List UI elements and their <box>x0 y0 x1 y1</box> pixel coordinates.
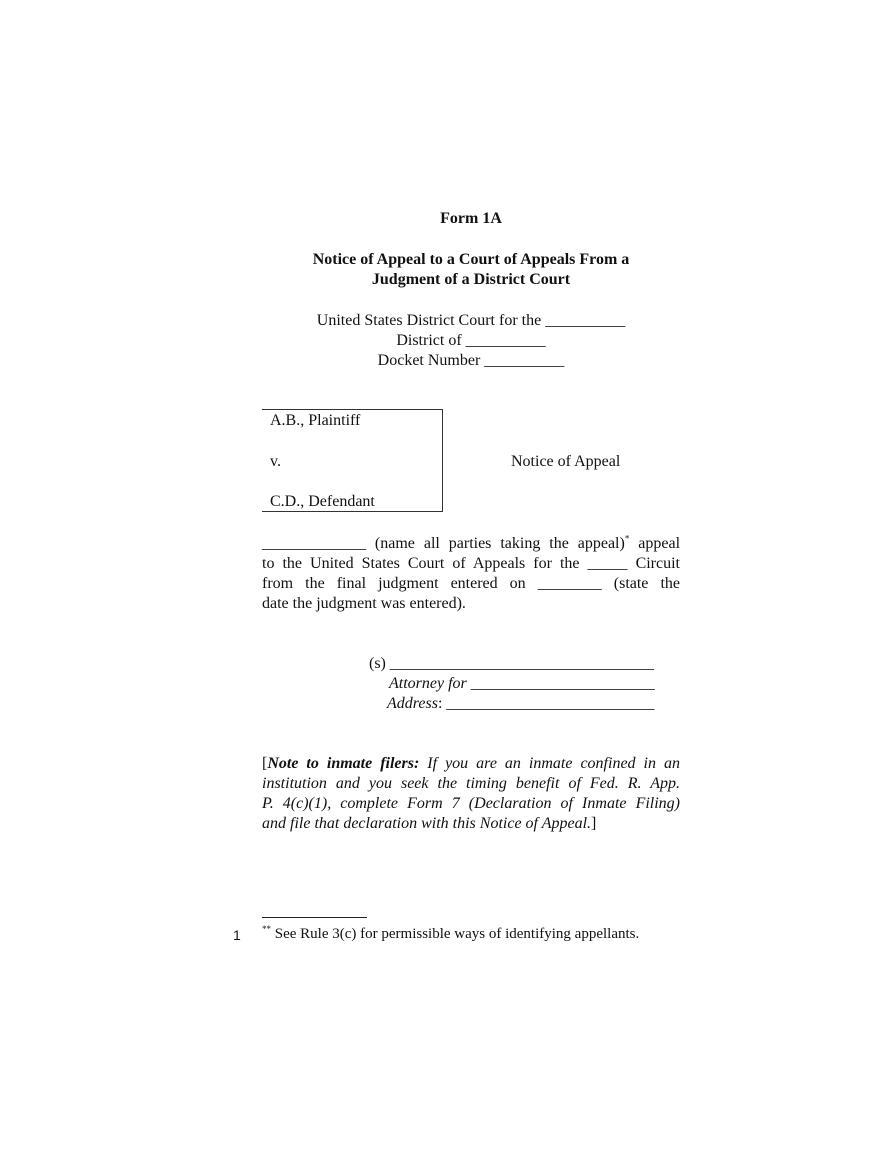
footnote-text <box>262 924 639 944</box>
footnote-reference: * <box>624 533 630 544</box>
document-title: Notice of Appeal <box>511 453 621 470</box>
paragraph-line-2: to the United States Court of Appeals for the _____ Circuit <box>262 555 680 572</box>
note-close-bracket: ] <box>591 815 597 832</box>
versus-label: v. <box>270 453 281 470</box>
inmate-note <box>262 754 680 834</box>
paragraph-line-1 <box>262 534 680 554</box>
note-open-bracket: [ <box>262 755 268 772</box>
footnote-body: See Rule 3(c) for permissible ways of identifying appellants. <box>271 926 640 942</box>
note-line-3: P. 4(c)(1), complete Form 7 (Declaration of Inmate Filing) <box>262 795 680 812</box>
attorney-for-blank: _______________________ <box>470 675 655 692</box>
defendant-name: C.D., Defendant <box>270 493 375 510</box>
address-label: Address <box>387 695 438 712</box>
court-district-line: District of __________ <box>396 332 546 349</box>
address-blank: : __________________________ <box>437 695 655 712</box>
note-line-4-text: and file that declaration with this Notice of Appeal. <box>262 815 592 832</box>
docket-number-line: Docket Number __________ <box>377 352 565 369</box>
paragraph-line-3: from the final judgment entered on ________ (state the <box>262 575 680 592</box>
footnote-separator <box>262 917 367 918</box>
note-line-4 <box>262 814 680 834</box>
court-name-line: United States District Court for the __________ <box>316 312 626 329</box>
attorney-for-label: Attorney for <box>389 675 467 692</box>
attorney-for-line <box>389 674 655 694</box>
parties-blank-text: _____________ (name all parties taking the appeal) <box>262 535 625 552</box>
appeal-paragraph <box>262 534 680 614</box>
footnote-marker: ** <box>262 924 271 934</box>
form-title-line-2: Judgment of a District Court <box>371 271 571 288</box>
form-number: Form 1A <box>440 210 502 227</box>
note-label: Note to inmate filers: <box>267 755 420 772</box>
note-line-1-rest: If you are an inmate confined in an <box>419 755 680 772</box>
address-line <box>387 694 654 714</box>
form-title-line-1: Notice of Appeal to a Court of Appeals From a <box>312 251 630 268</box>
page-number-marker: 1 <box>233 927 241 943</box>
plaintiff-name: A.B., Plaintiff <box>270 412 361 429</box>
appeal-word: appeal <box>629 535 681 552</box>
note-line-2: institution and you seek the timing benefit of Fed. R. App. <box>262 775 680 792</box>
paragraph-line-4: date the judgment was entered). <box>262 595 466 612</box>
signature-line: (s) _________________________________ <box>369 655 654 672</box>
note-line-1 <box>262 754 680 774</box>
